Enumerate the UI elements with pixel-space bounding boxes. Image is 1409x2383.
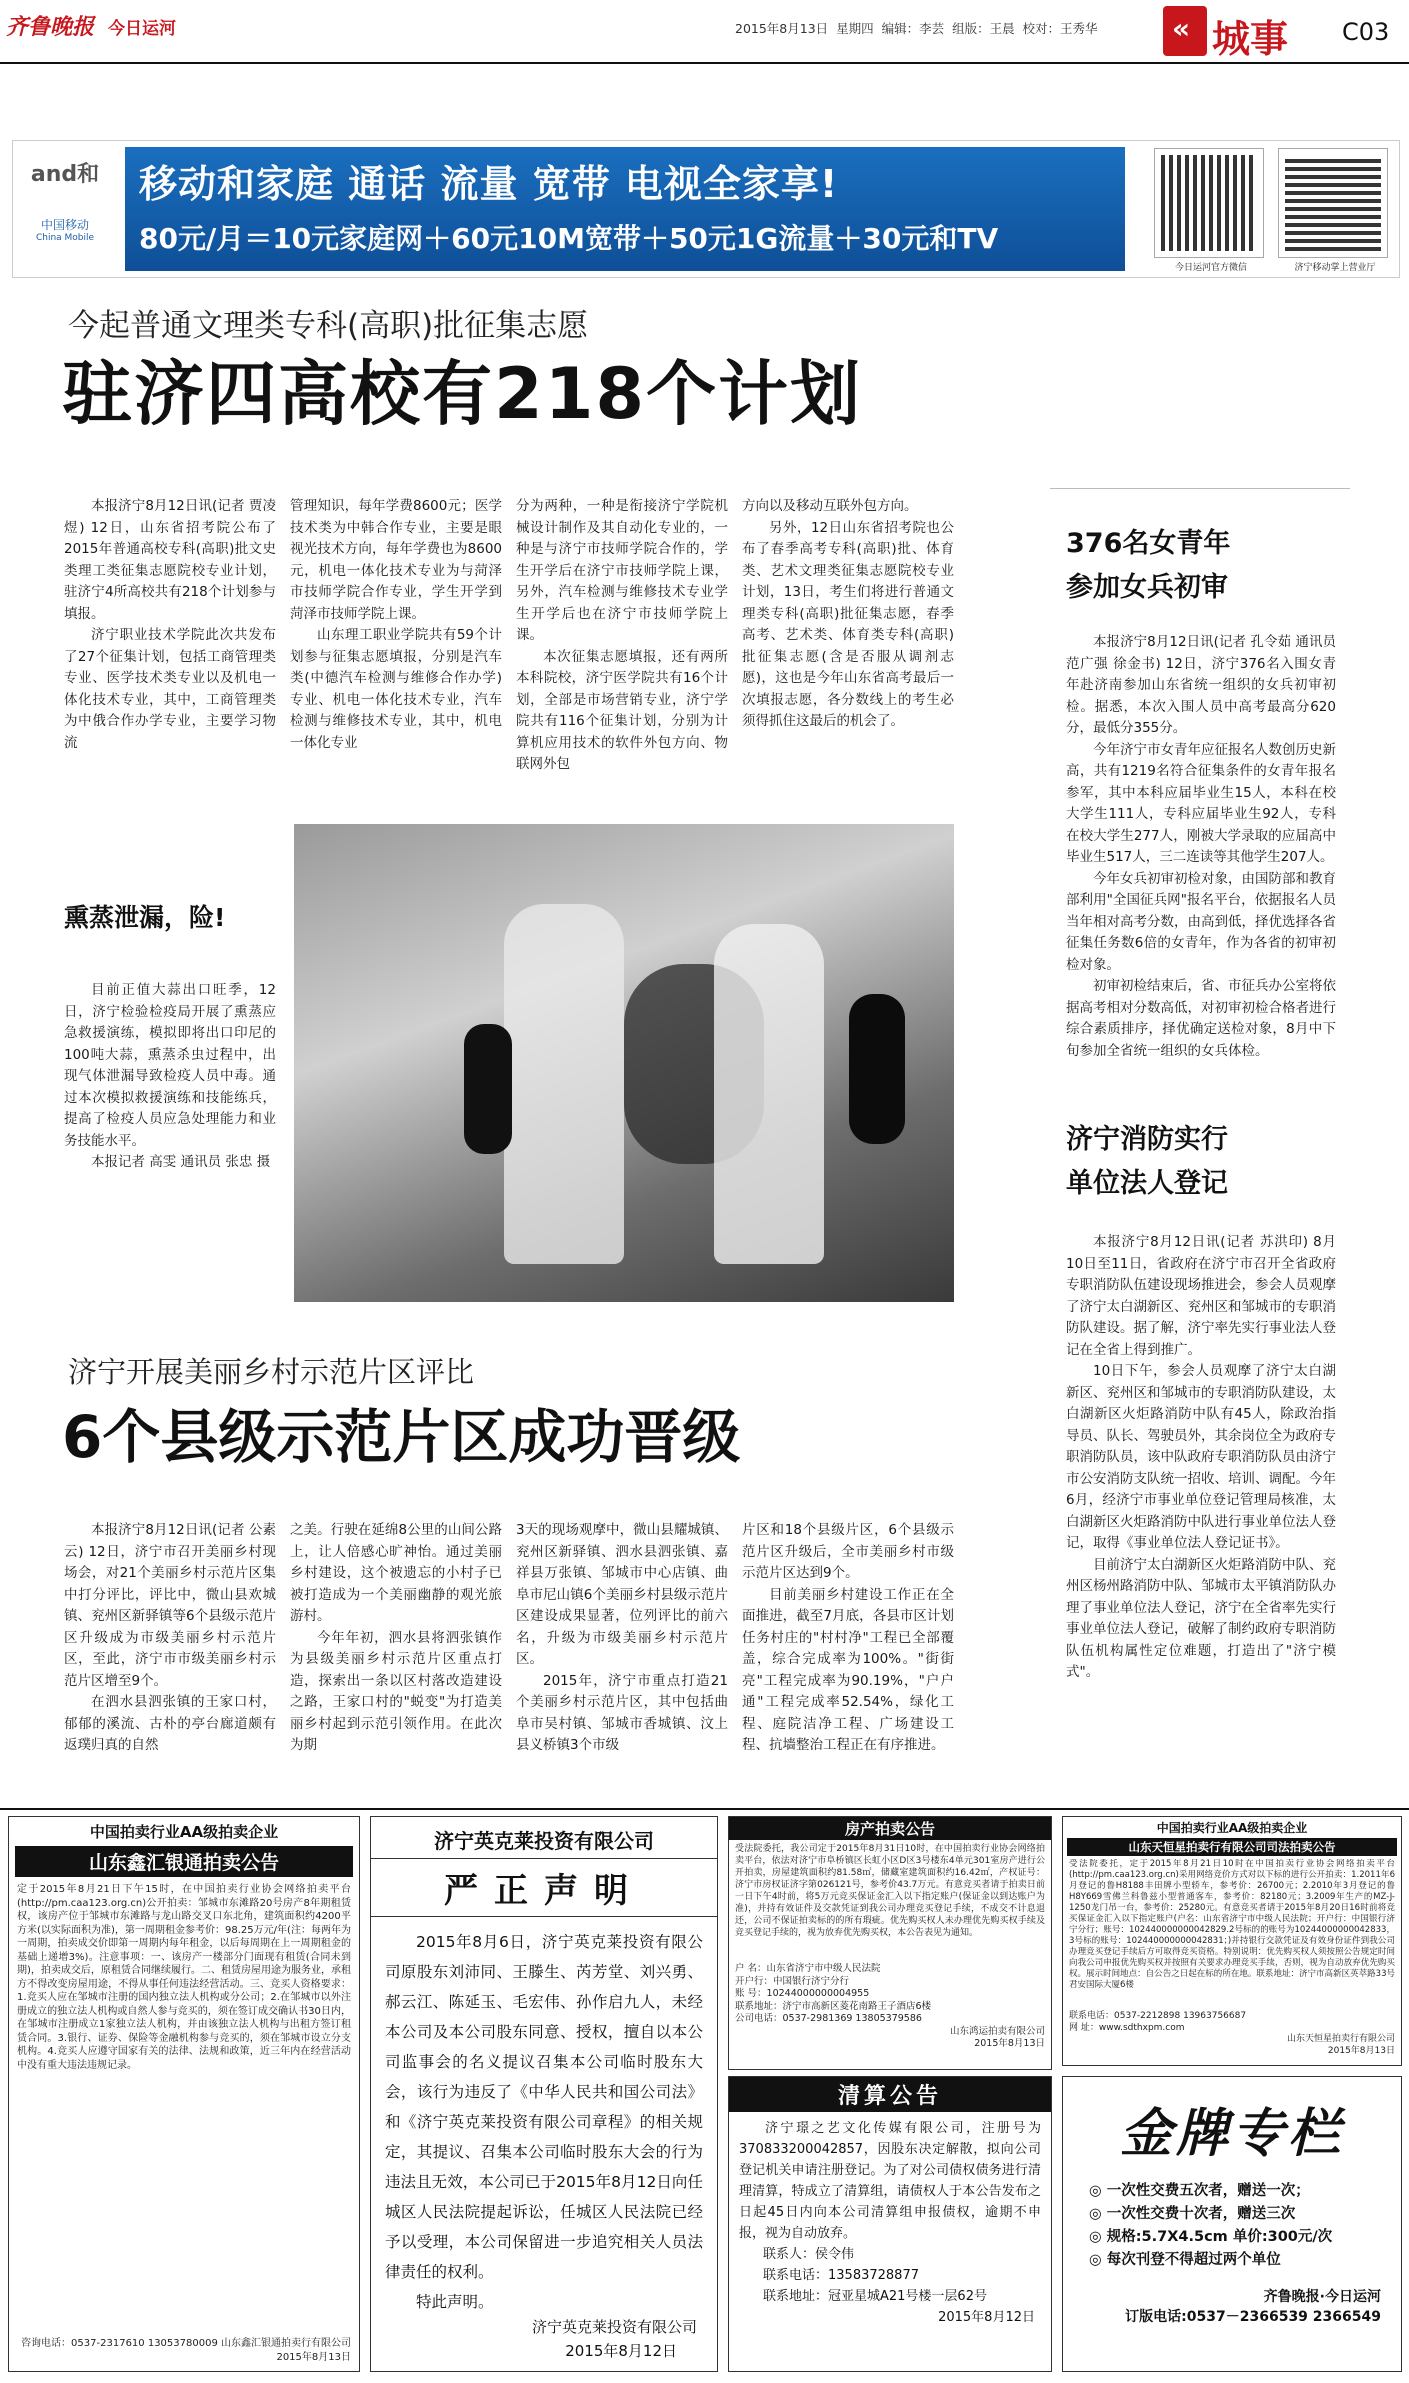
article2-para: 目前美丽乡村建设工作正在全面推进，截至7月底，各县市区计划任务村庄的"村村净"工程已全部覆盖，综合完成率为100%。"街街亮"工程完成率为90.19%，"户户通"工程完成率52.54%，绿化工程、庭院洁净工程、广场建设工程、抗墙整治工程正在有序推进。 [742,1586,954,1753]
photo-figure-3 [714,924,824,1264]
ad3-details: 户 名：山东省济宁市中级人民法院 开户行：中国银行济宁分行 账 号：10244000000004955 联系地址：济宁市高新区菱花南路王子酒店6楼 公司电话：0537-2981369 13805379586 山东鸿运拍卖有限公司 2015年8月13日 [735,1963,1045,2049]
section-title: 城事 [1212,17,1289,61]
ad6-title: 金牌专栏 [1119,2103,1344,2164]
page-header [0,0,1409,70]
side1-para: 本报济宁8月12日讯(记者 孔令茹 通讯员 范广强 徐金书) 12日，济宁376名入围女青年赴济南参加山东省统一组织的女兵初审初检。据悉，本次入围人员中高考最高分620分，最低分355分。 [1066,634,1336,736]
ad-auction-1 [8,1816,360,2372]
side2-body [1066,1232,1336,1684]
ad2-title: 严正声明 [371,1858,717,1917]
article1-para: 本报济宁8月12日讯(记者 贾凌煜) 12日，山东省招考院公布了2015年普通高校专科(高职)批文史类理工类征集志愿院校专业计划，驻济宁4所高校共有218个计划参与填报。 [64,498,276,622]
side2-title: 济宁消防实行 单位法人登记 [1066,1124,1228,1199]
ad5-title: 山东天恒星拍卖行有限公司司法拍卖公告 [1067,1838,1397,1856]
side1-para: 初审初检结束后，省、市征兵办公室将依据高考相对分数高低，对初审初检合格者进行综合素质排序，择优确定送检对象，8月中下旬参加全省统一组织的女兵体检。 [1066,978,1336,1059]
ad-statement [370,1816,718,2372]
article2-col-1 [64,1520,276,1757]
article2-para: 2015年，济宁市重点打造21个美丽乡村示范片区，其中包括曲阜市吴村镇、邹城市香城镇、汶上县义桥镇3个市级 [516,1672,728,1753]
article1-title: 驻济四高校有218个计划 [62,353,863,435]
ad2-sign: 济宁英克莱投资有限公司 [531,2318,697,2336]
side1-para: 今年女兵初审初检对象，由国防部和教育部利用"全国征兵网"报名平台，依据报名人员当年相对高考分数，由高到低，择优选择各省征集任务数6倍的女青年，作为各省的初审初检对象。 [1066,870,1336,973]
ad6-footer2: 订版电话:0537－2366539 2366549 [1125,2309,1381,2325]
bullet-icon: ◎ [1089,2206,1102,2222]
article2-para: 本报济宁8月12日讯(记者 公素云) 12日，济宁市召开美丽乡村现场会，对21个美丽乡村示范片区集中打分评比，评比中，微山县欢城镇、兖州区新驿镇等6个县级示范片区升级成为市级美丽乡村示范片区，至此，济宁市市级美丽乡村示范片区增至9个。 [64,1522,276,1689]
article1-col-2 [290,496,502,754]
header-date: 2015年8月13日 星期四 编辑：李芸 组版：王晨 校对：王秀华 [735,21,1098,36]
side2-para: 10日下午，参会人员观摩了济宁太白湖新区、兖州区和邹城市的专职消防队建设，太白湖新区火炬路消防中队有45人，除政治指导员、队长、驾驶员外，其余岗位全为政府专职消防队员，该中队政府专职消防队员由济宁市公安消防支队统一招收、培训、调配。今年6月，经济宁市事业单位登记管理局核准，太白湖新区火炬路消防中队进行事业单位法人登记，取得《事业单位法人登记证书》。 [1066,1363,1336,1551]
qr2-caption: 济宁移动掌上营业厅 [1294,263,1376,273]
ad4-title: 清算公告 [729,2077,1051,2112]
side1-title: 376名女青年 参加女兵初审 [1066,528,1231,603]
ad2-end: 特此声明。 [416,2293,494,2311]
side1-body [1066,632,1336,1062]
article2-kicker: 济宁开展美丽乡村示范片区评比 [68,1355,475,1389]
ad5-contacts: 联系电话：0537-2212898 13963756687 网 址：www.sdthxpm.com 山东天恒星拍卖行有限公司 2015年8月13日 [1069,2011,1395,2056]
ad6-item: ◎ 规格:5.7X4.5cm 单价:300元/次 [1089,2229,1333,2245]
sidebar-divider [1050,488,1350,489]
article1-para: 本次征集志愿填报，还有两所本科院校，济宁医学院共有16个计划，全部是市场营销专业，济宁学院共有116个征集计划，分别为计算机应用技术的软件外包方向、物联网外包 [516,648,728,772]
ad4-addr: 联系地址：冠亚星城A21号楼一层62号 [763,2289,987,2304]
ad4-tel: 联系电话：13583728877 [763,2268,919,2283]
article1-kicker: 今起普通文理类专科(高职)批征集志愿 [68,308,589,344]
article1-col-1 [64,496,276,754]
side2-para: 本报济宁8月12日讯(记者 苏洪印) 8月10日至11日，省政府在济宁市召开全省政府专职消防队伍建设现场推进会，参会人员观摩了济宁太白湖新区、兖州区和邹城市的专职消防队建设。据了解，济宁率先实行事业法人登记在全省上得到推广。 [1066,1234,1336,1358]
ad2-company: 济宁英克莱投资有限公司 [434,1829,654,1853]
qr-code-2 [1279,149,1387,257]
header-rule [0,62,1409,64]
article2-para: 3天的现场观摩中，微山县耀城镇、兖州区新驿镇、泗水县泗张镇、嘉祥县万张镇、邹城市中心店镇、曲阜市尼山镇6个美丽乡村县级示范片区建设成果显著，位列评比的前六名，升级为市级美丽乡村示范片区。 [516,1522,728,1667]
masthead-edition: 今日运河 [108,19,176,39]
ad6-item: ◎ 一次性交费五次者，赠送一次； [1089,2183,1310,2199]
ad-banner [125,147,1125,271]
ads-top-rule [0,1808,1409,1810]
article2-col-2 [290,1520,502,1757]
mobile-logo [21,147,109,272]
article1-para: 济宁职业技术学院此次共发布了27个征集计划，包括工商管理类专业、医学技术类专业以及机电一体化技术专业，其中，工商管理类为中俄合作办学专业，主要学习物流 [64,627,276,751]
photo-story-title: 熏蒸泄漏，险! [64,903,226,932]
ad2-date: 2015年8月12日 [565,2342,677,2360]
article2-col-3 [516,1520,728,1757]
ad-liquidation [728,2076,1052,2372]
photo-tank-2 [849,994,905,1144]
brand-sub: 中国移动 [40,218,89,232]
ad-headline: 移动和家庭 通话 流量 宽带 电视全家享! [139,162,839,206]
ad1-body: 定于2015年8月21日下午15时，在中国拍卖行业协会网络拍卖平台(http://pm.caa123.org.cn)公开拍卖：邹城市东滩路20号房产8年期租赁权，该房产位于邹城市东滩路与龙山路交叉口东北角，建筑面积约4200平方米(以实际面积为准)，第一周期租金参考价：98.25万元/年(注：每两年为一周期，拍卖成交价即第一周期内每年租金，以后每周期在上一周期租金的基础上递增3%)。注意事项：一、该房产一楼部分门面现有租赁(合同未到期)，拍卖成交后，原租赁合同继续履行。二、租赁房屋用途为服务业，承租方不得改变房屋用途，不得从事任何违法经营活动。三、竞买人资格要求：1.竞买人应在邹城市注册的国内独立法人机构或分公司；2.在邹城市以外注册成立的独立法人机构或自然人参与竞买的，须在签订成交确认书30日内，在邹城市注册成立1家独立法人机构，并由该独立法人机构与出租方签订租赁合同。3.银行、证券、保险等金融机构参与竞买的，须在邹城市设立分支机构。4.竞买人应遵守国家有关的法律、法规和政策，近三年内在经营活动中没有重大违法违规记录。 [17,1884,351,2071]
article2-para: 今年年初，泗水县将泗张镇作为县级美丽乡村示范片区重点打造，探索出一条以区村落改造建设之路，王家口村的"蜕变"为打造美丽乡村起到示范引领作用。在此次为期 [290,1629,502,1753]
article1-col-4 [742,496,954,733]
article2-para: 在泗水县泗张镇的王家口村，郁郁的溪流、古朴的亭台廊道颇有返璞归真的自然 [64,1694,276,1753]
photo-story-body: 目前正值大蒜出口旺季，12日，济宁检验检疫局开展了熏蒸应急救援演练，模拟即将出口印尼的100吨大蒜，熏蒸杀虫过程中，出现气体泄漏导致检疫人员中毒。通过本次模拟救援演练和技能练兵，提高了检疫人员应急处理能力和业务技能水平。 本报记者 高雯 通讯员 张忠 摄 [64,980,276,1174]
ad4-date: 2015年8月12日 [938,2310,1035,2325]
article2-para: 片区和18个县级片区，6个县级示范片区升级后，全市美丽乡村市级示范片区达到9个。 [742,1522,954,1581]
ad4-contact: 联系人：侯令伟 [763,2247,855,2262]
masthead-paper: 齐鲁晚报 [6,14,95,40]
article2-title: 6个县级示范片区成功晋级 [62,1403,741,1471]
article1-para: 分为两种，一种是衔接济宁学院机械设计制作及其自动化专业的，一种是与济宁市技师学院合作的，学生开学后在济宁市技师学院上课，另外，汽车检测与维修技术专业学生开学后也在济宁市技师学院上课。 [516,498,728,643]
ad3-body: 受法院委托，我公司定于2015年8月31日10时，在中国拍卖行业协会网络拍卖平台，依法对济宁市阜桥镇区长虹小区D区3号楼东4单元301室房产进行公开拍卖，房屋建筑面积约81.58㎡，储藏室建筑面积约16.42㎡，产权证号：济宁市房权证济字第026121号，参考价43.7万元。有意竞买者请于拍卖日前一日下午4时前，将5万元竞买保证金汇入以下指定账户(保证金以到达账户为准)，并持有效证件及交款凭证到我公司办理竞买登记手续，不成交不计息退还，公司不保证拍卖标的的所有瑕疵。优先购买权人未办理优先购买权手续及竞买登记手续的，视为放弃优先购买权，本公告表见为通知。 [735,1844,1045,1938]
article1-col-3 [516,496,728,776]
ad2-body: 2015年8月6日，济宁英克莱投资有限公司原股东刘沛同、王滕生、芮芳堂、刘兴勇、郝云江、陈延玉、毛宏伟、孙作启九人，未经本公司及本公司股东同意、授权，擅自以本公司监事会的名义提议召集本公司临时股东大会，该行为违反了《中华人民共和国公司法》和《济宁英克莱投资有限公司章程》的相关规定，其提议、召集本公司临时股东大会的行为违法且无效，本公司已于2015年8月12日向任城区人民法院提起诉讼，任城区人民法院已经予以受理，本公司保留进一步追究相关人员法律责任的权利。 [385,1933,703,2281]
ad-judicial-auction [1062,1816,1402,2066]
ad6-items [1089,2180,1401,2272]
photo-tank-1 [464,1024,512,1154]
page-number: C03 [1342,18,1390,46]
section-badge [1163,6,1207,56]
ad3-title: 房产拍卖公告 [729,1817,1051,1840]
brand-logo: and和 [30,162,100,187]
photo-figure-1 [504,904,624,1264]
side1-para: 今年济宁市女青年应征报名人数创历史新高，共有1219名符合征集条件的女青年报名参军，其中本科应届毕业生15人，本科在校大学生111人，专科应届毕业生92人，专科在校大学生277人，刚被大学录取的应届高中毕业生517人，三二连读等其他学生207人。 [1066,741,1336,865]
section-chevron-icon: « [1172,12,1191,45]
ad5-body: 受法院委托，定于2015年8月21日10时在中国拍卖行业协会网络拍卖平台(http://pm.caa123.org.cn)采用网络竞价方式对以下标的进行公开拍卖：1.2011年6月登记的鲁H8188丰田牌小型轿车，参考价：26700元；2.2010年3月登记的鲁H8Y669雪佛兰科鲁兹小型普通客车，参考价：82180元；3.2009年生产的MZ-J-1250龙门吊一台，参考价：25280元。有意竞买者请于2015年8月20日16时前将竞买保证金汇入以下指定账户(户名：山东省济宁市中级人民法院；开户行：中国银行济宁分行；账号：102440000000042829.2号标的的账号为10244000000042833，3号标的账号：102440000000042831；)并持银行交款凭证及有效身份证件到我公司办理竞买登记手续后方可取得竞买资格。特别说明：优先购买权人须按照公告规定时间向我公司申报优先购买权并按照有关要求办理竞买手续，否则，视为自动放弃优先购买权。展示时间地点：自公告之日起在标的所在地。联系地址：济宁市高新区英萃路33号君安国际大厦6楼 [1069,1859,1395,1990]
top-ad [12,140,1400,278]
qr1-caption: 今日运河官方微信 [1174,263,1247,273]
ad1-title: 山东鑫汇银通拍卖公告 [15,1846,353,1877]
ad-gold-column [1062,2076,1402,2372]
side2-para: 目前济宁太白湖新区火炬路消防中队、兖州区杨州路消防中队、邹城市太平镇消防队办理了事业单位法人登记，济宁在全省率先实行事业单位法人登记，破解了制约政府专职消防队伍机构属性定位难题，打造出了"济宁模式"。 [1066,1556,1336,1680]
article1-para: 管理知识，每年学费8600元；医学技术类为中韩合作专业，主要是眼视光技术方向，每年学费也为8600元，机电一体化技术专业为与菏泽市技师学院合作专业，学生开学到菏泽市技师学院上课。 [290,498,502,622]
ad4-body: 济宁璟之艺文化传媒有限公司，注册号为370833200042857，因股东决定解散，拟向公司登记机关申请注册登记。为了对公司债权债务进行清理清算，特成立了清算组，请债权人于本公告发布之日起45日内向本公司清算组申报债权，逾期不申报，视为自动放弃。 [739,2121,1041,2241]
ad6-item: ◎ 一次性交费十次者，赠送三次 [1089,2206,1296,2222]
article1-para: 方向以及移动互联外包方向。 [742,498,918,514]
ad1-header: 中国拍卖行业AA级拍卖企业 [89,1823,279,1841]
article1-para: 山东理工职业学院共有59个计划参与征集志愿填报，分别是汽车类(中德汽车检测与维修合作办学)专业、机电一体化技术专业，汽车检测与维修技术专业，其中，机电一体化专业 [290,627,502,751]
brand-en: China Mobile [35,233,95,243]
photo-credit: 本报记者 高雯 通讯员 张忠 摄 [91,1154,271,1170]
ad-price-line: 80元/月＝10元家庭网＋60元10M宽带＋50元1G流量＋30元和TV [139,222,999,255]
ad5-header: 中国拍卖行业AA级拍卖企业 [1156,1821,1308,1835]
article2-para: 之美。行驶在延绵8公里的山间公路上，让人倍感心旷神怡。通过美丽乡村建设，这个被遗忘的小村子已被打造成为一个美丽幽静的观光旅游村。 [290,1522,502,1624]
bullet-icon: ◎ [1089,2229,1102,2245]
qr-code-1 [1155,149,1263,257]
ad6-item: ◎ 每次刊登不得超过两个单位 [1089,2252,1281,2268]
article1-para: 另外，12日山东省招考院也公布了春季高考专科(高职)批、体育类、艺术文理类征集志愿院校专业计划，13日，考生们将进行普通文理类专科(高职)批征集志愿，春季高考、艺术类、体育类专科(高职)批征集志愿(含是否服从调剂志愿)，这也是今年山东省高考最后一次填报志愿，各分数线上的考生必须得抓住这最后的机会了。 [742,519,954,729]
article2-col-4 [742,1520,954,1757]
news-photo [294,824,954,1302]
ad-property-auction [728,1816,1052,2070]
ad6-footer1: 齐鲁晚报·今日运河 [1263,2289,1381,2305]
bullet-icon: ◎ [1089,2183,1102,2199]
ad1-footer: 咨询电话：0537-2317610 13053780009 山东鑫汇银通拍卖行有限公司 2015年8月13日 [21,2338,351,2363]
bullet-icon: ◎ [1089,2252,1102,2268]
